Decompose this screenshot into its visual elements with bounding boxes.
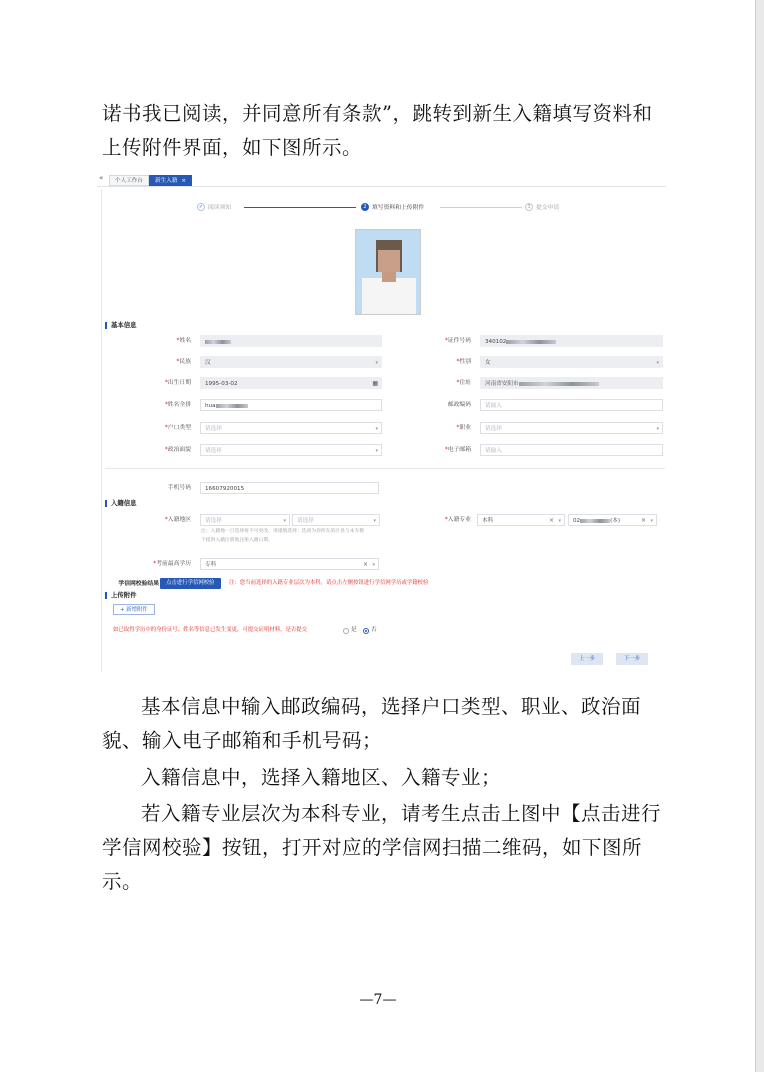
paragraph-verify: 若入籍专业层次为本科专业，请考生点击上图中【点击进行学信网校验】按钮，打开对应的学信网扫描二维码，如下图所示。: [102, 802, 662, 893]
name-field[interactable]: [200, 335, 382, 347]
chevron-down-icon: ▾: [375, 448, 378, 454]
verify-result-label: 学信网校验结果: [118, 581, 159, 587]
page-number: —7—: [359, 992, 397, 1008]
xuexin-verify-button[interactable]: 点击进行学信网校验: [160, 578, 221, 589]
section-basic-info: 基本信息: [105, 322, 137, 329]
ethnic-label: *民族: [176, 359, 191, 365]
radio-circle: [343, 628, 349, 634]
chevron-down-icon: ▾: [650, 518, 653, 524]
radio-circle: [363, 628, 369, 634]
add-attachment-button[interactable]: + 新增附件: [113, 604, 155, 615]
region-note-line-1: 注：入籍地一旦选择将不可更改，请谨慎选择；选项为你所在的区县与本专教: [201, 529, 365, 534]
calendar-icon[interactable]: ▦: [372, 380, 378, 387]
postcode-label: 邮政编码: [447, 402, 471, 408]
step-fill-info: [361, 202, 424, 211]
email-label: *电子邮箱: [444, 447, 471, 453]
political-label: *政治面貌: [164, 447, 191, 453]
paragraph-intro: 诺书我已阅读，并同意所有条款”，跳转到新生入籍填写资料和上传附件界面，如下图所示。: [102, 102, 653, 159]
phone-label: 手机号码: [167, 485, 191, 491]
pinyin-field[interactable]: hua: [200, 399, 382, 411]
section-upload: 上传附件: [105, 592, 137, 599]
education-select[interactable]: 专科 × ▾: [200, 558, 379, 570]
paragraph-enroll-info: 入籍信息中，选择入籍地区、入籍专业；: [141, 766, 502, 789]
step-label: 填写资料和上传附件: [372, 205, 425, 211]
phone-input[interactable]: 16607920015: [200, 482, 379, 494]
major-level-select[interactable]: 本科 × ▾: [477, 514, 565, 526]
step-number: 3: [525, 203, 533, 211]
postcode-input[interactable]: 请输入: [480, 399, 663, 411]
birth-date-field[interactable]: 1995-03-02 ▦: [200, 377, 382, 389]
step-label: 提交申请: [536, 205, 560, 211]
chevron-down-icon: ▾: [372, 562, 375, 568]
tab-workbench[interactable]: 个人工作台: [109, 175, 149, 186]
address-field[interactable]: 河南省安阳市: [480, 377, 663, 389]
chevron-down-icon: ▾: [375, 360, 378, 366]
major-label: *入籍专业: [444, 517, 471, 523]
name-label: *姓名: [176, 338, 191, 344]
major-select[interactable]: 02 (本) × ▾: [568, 514, 657, 526]
section-enroll-info: 入籍信息: [105, 500, 137, 507]
clear-icon[interactable]: ×: [640, 517, 646, 524]
clear-icon[interactable]: ×: [362, 561, 368, 568]
verify-warning: 注：您当前选择的入籍专业层次为本科，请点击左侧按钮进行学信网学历或学籍校验: [229, 580, 429, 586]
check-icon: ✓: [198, 203, 204, 210]
ethnic-select[interactable]: 汉 ▾: [200, 356, 382, 368]
education-label: *考前最高学历: [153, 561, 191, 567]
steps-bar: [97, 202, 666, 214]
email-input[interactable]: 请输入: [480, 444, 663, 456]
chevron-down-icon: ▾: [656, 360, 659, 366]
step-number: 2: [361, 203, 369, 211]
tab-new-enrollment-label: 新生入籍: [155, 178, 178, 184]
region-note-line-2: 不提供入籍注册地注册入籍日期。: [201, 538, 273, 543]
id-photo: [355, 229, 421, 315]
birth-date-label: *出生日期: [164, 380, 191, 386]
clear-icon[interactable]: ×: [548, 517, 554, 524]
id-number-label: *证件号码: [444, 338, 471, 344]
prev-step-button[interactable]: 上一步: [571, 653, 603, 665]
chevron-down-icon: ▾: [375, 426, 378, 432]
hukou-select[interactable]: 请选择 ▾: [200, 422, 382, 434]
embedded-screenshot: [97, 172, 666, 672]
region-label: *入籍地区: [164, 517, 191, 523]
pinyin-label: *姓名全拼: [164, 402, 191, 408]
paragraph-basic-info: 基本信息中输入邮政编码，选择户口类型、职业、政治面貌、输入电子邮箱和手机号码；: [102, 695, 642, 752]
change-question: 如已取得学历中的身份证号、姓名等信息已发生变更，可提交证明材料，是否提交: [113, 627, 308, 633]
job-label: *职业: [456, 425, 471, 431]
region-select-city[interactable]: 请选择 ▾: [292, 514, 380, 526]
radio-yes[interactable]: 是: [343, 626, 357, 635]
step-read-notice: [197, 202, 231, 211]
divider: [105, 468, 665, 469]
gender-select[interactable]: 女 ▾: [480, 356, 663, 368]
chevron-down-icon: ▾: [558, 518, 561, 524]
collapse-icon[interactable]: «: [99, 174, 104, 182]
hukou-label: *户口类型: [164, 425, 191, 431]
chevron-down-icon: ▾: [373, 518, 376, 524]
step-connector: [440, 207, 522, 208]
address-label: *住址: [456, 380, 471, 386]
region-select-province[interactable]: 请选择 ▾: [200, 514, 290, 526]
chevron-down-icon: ▾: [656, 426, 659, 432]
gender-label: *性别: [456, 359, 471, 365]
step-connector: [244, 207, 356, 208]
step-submit: [525, 202, 559, 211]
step-label: 阅读须知: [208, 205, 232, 211]
political-select[interactable]: 请选择 ▾: [200, 444, 382, 456]
radio-no[interactable]: 否: [363, 626, 377, 635]
tab-new-enrollment[interactable]: [149, 175, 192, 186]
chevron-down-icon: ▾: [283, 518, 286, 524]
job-select[interactable]: 请选择 ▾: [480, 422, 663, 434]
tab-bar: [97, 172, 666, 187]
next-step-button[interactable]: 下一步: [616, 653, 648, 665]
id-number-field[interactable]: 340102: [480, 335, 663, 347]
close-icon[interactable]: ×: [181, 178, 187, 184]
